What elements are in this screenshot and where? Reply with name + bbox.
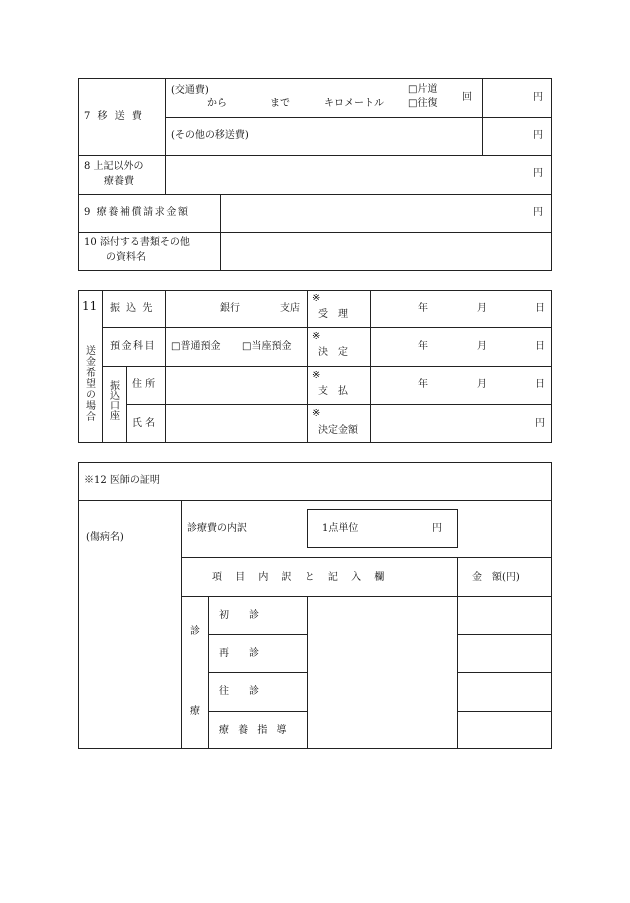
times-unit: 回 (462, 92, 472, 103)
section11-number: 11 (82, 299, 98, 313)
point-unit-yen: 円 (432, 523, 442, 534)
transport-label: (交通費) (171, 85, 209, 96)
receipt-label: 受 理 (318, 309, 348, 320)
payment-year: 年 (418, 379, 428, 390)
row9-label: 9 療養補償請求金額 (84, 207, 190, 218)
amount-header: 金 額(円) (472, 572, 520, 583)
row10-label-line1: 10 添付する書類その他 (84, 237, 190, 248)
decided-amount-label: 決定金額 (318, 425, 358, 436)
decision-year: 年 (418, 341, 428, 352)
row10-label-line2: の資料名 (106, 252, 146, 263)
round-trip-checkbox[interactable]: □往復 (408, 98, 438, 109)
km-text: キロメートル (324, 98, 384, 109)
certificate-title: ※12 医師の証明 (84, 475, 160, 486)
row8-label-line2: 療養費 (104, 176, 134, 187)
from-text: から (207, 98, 227, 109)
mark-receipt: ※ (312, 293, 321, 304)
decided-amount-yen: 円 (535, 418, 545, 429)
disease-label: (傷病名) (86, 532, 124, 543)
account-type-label: 預金科目 (110, 341, 156, 352)
futsu-checkbox[interactable]: □普通預金 (171, 341, 221, 352)
payment-day: 日 (535, 379, 545, 390)
row9-yen: 円 (533, 207, 543, 218)
item-revisit: 再 診 (219, 648, 259, 659)
item-house-call: 往 診 (219, 686, 259, 697)
items-header: 項 目 内 訳 と 記 入 欄 (212, 572, 390, 583)
toza-checkbox[interactable]: □当座預金 (242, 341, 292, 352)
payment-month: 月 (477, 379, 487, 390)
receipt-month: 月 (477, 303, 487, 314)
payment-label: 支 払 (318, 386, 348, 397)
receipt-day: 日 (535, 303, 545, 314)
one-way-checkbox[interactable]: □片道 (408, 84, 438, 95)
other-transport-label: (その他の移送費) (171, 130, 249, 141)
breakdown-label: 診療費の内訳 (187, 523, 247, 534)
decision-month: 月 (477, 341, 487, 352)
decision-label: 決 定 (318, 347, 348, 358)
ryo-char: 療 (190, 706, 200, 717)
row8-label-line1: 8 上記以外の (84, 161, 144, 172)
other-transport-yen: 円 (533, 130, 543, 141)
point-unit-label: 1点単位 (322, 523, 359, 534)
address-label: 住 所 (132, 379, 156, 390)
mark-amount: ※ (312, 408, 321, 419)
decision-day: 日 (535, 341, 545, 352)
row8-yen: 円 (533, 168, 543, 179)
row7-label: 7 移 送 費 (84, 111, 144, 122)
furikomi-vertical-label: 振込口座 (107, 380, 119, 420)
receipt-year: 年 (418, 303, 428, 314)
to-text: まで (270, 98, 290, 109)
branch-text: 支店 (280, 303, 300, 314)
remittance-vertical-label: 送金希望の場合 (83, 345, 95, 422)
bank-text: 銀行 (220, 303, 240, 314)
mark-payment: ※ (312, 370, 321, 381)
transport-yen: 円 (533, 92, 543, 103)
item-guidance: 療 養 指 導 (219, 725, 290, 736)
name-label: 氏 名 (132, 418, 156, 429)
payee-label: 振 込 先 (110, 303, 154, 314)
mark-decision: ※ (312, 331, 321, 342)
item-initial-visit: 初 診 (219, 610, 259, 621)
shin-char: 診 (190, 626, 200, 637)
